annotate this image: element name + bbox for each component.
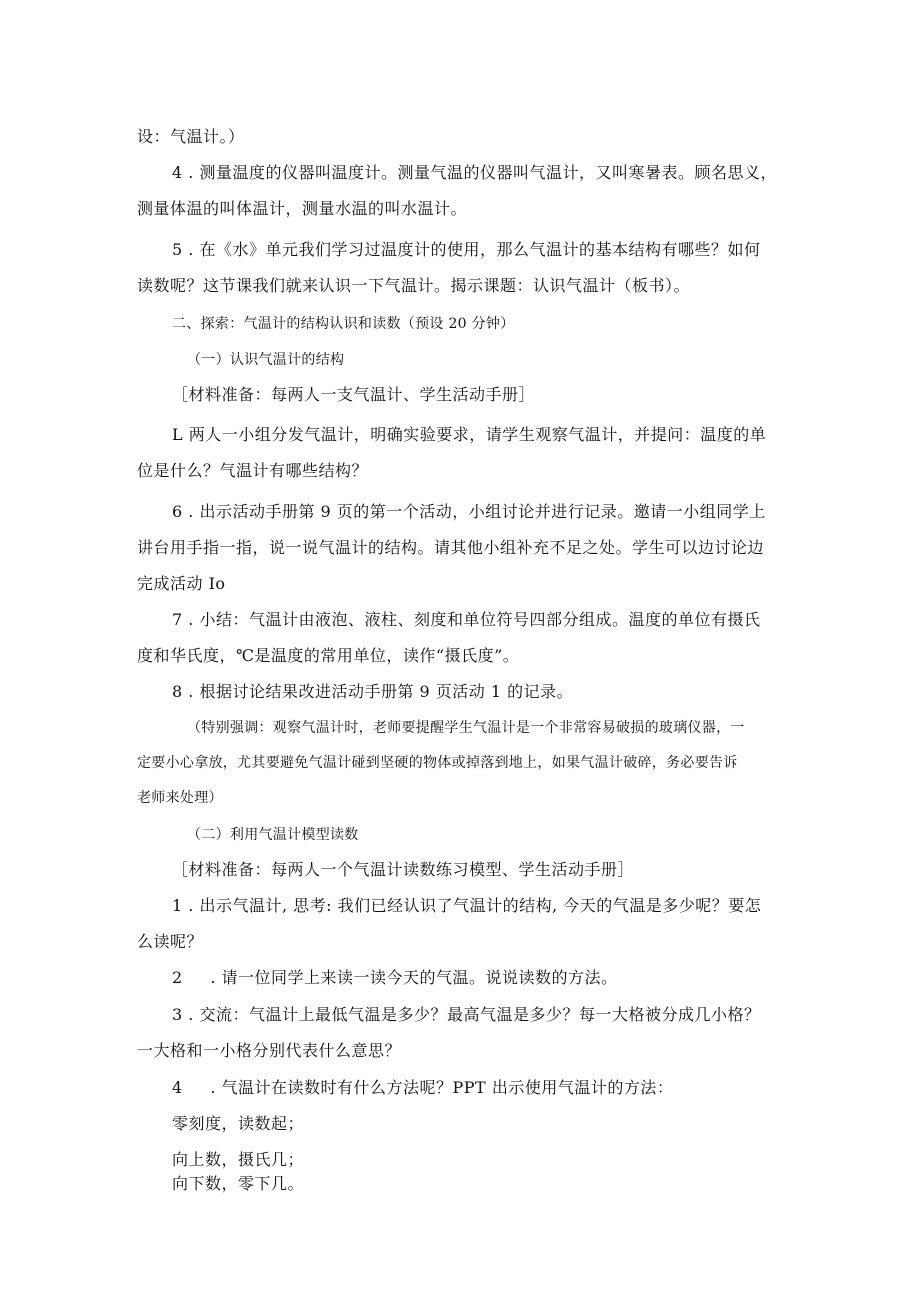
note-line-3: 老师来处理）	[137, 790, 223, 806]
text-line-12: 讲台用手指一指，说一说气温计的结构。请其他小组补充不足之处。学生可以边讨论边	[137, 538, 765, 557]
text-line-25: 3 . 交流：气温计上最低气温是多少？最高气温是多少？每一大格被分成几小格？	[172, 1005, 761, 1024]
text-line-22: 1 . 出示气温计, 思考: 我们已经认识了气温计的结构, 今天的气温是多少呢？要怎	[172, 896, 762, 915]
text-line-14: 7 . 小结：气温计由液泡、液柱、刻度和单位符号四部分组成。温度的单位有摄氏	[172, 610, 761, 629]
text-line-13: 完成活动 Io	[137, 574, 226, 593]
text-line-11: 6 . 出示活动手册第 9 页的第一个活动，小组讨论并进行记录。邀请一小组同学上	[172, 502, 766, 521]
subsection-heading-2: （二）利用气温计模型读数	[187, 827, 359, 843]
text-line-15: 度和华氏度，℃是温度的常用单位，读作“摄氏度”。	[137, 646, 520, 665]
subsection-heading-1: （一）认识气温计的结构	[187, 352, 345, 368]
note-line-2: 定要小心拿放，尤其要避免气温计碰到坚硬的物体或掉落到地上，如果气温计破碎，务必要告诉	[137, 755, 738, 771]
text-line-1: 设：气温计。）	[137, 127, 245, 146]
note-line-1: （特别强调：观察气温计时，老师要提醒学生气温计是一个非常容易破损的玻璃仪器，一	[187, 720, 745, 736]
text-line-16: 8 . 根据讨论结果改进活动手册第 9 页活动 1 的记录。	[172, 682, 574, 701]
text-line-23: 么读呢？	[137, 932, 204, 951]
mnemonic-line-1: 零刻度，读数起；	[172, 1114, 305, 1133]
text-line-5: 读数呢？这节课我们就来认识一下气温计。揭示课题：认识气温计（板书）。	[137, 276, 691, 295]
section-heading-explore: 二、探索：气温计的结构认识和读数（预设 20 分钟）	[172, 316, 515, 332]
mnemonic-line-2: 向上数，摄氏几；	[172, 1150, 305, 1169]
text-line-10: 位是什么？气温计有哪些结构？	[137, 461, 369, 480]
text-line-27: 4 . 气温计在读数时有什么方法呢？PPT 出示使用气温计的方法：	[172, 1078, 674, 1097]
mnemonic-line-3: 向下数，零下几。	[172, 1174, 305, 1193]
text-line-4: 5 . 在《水》单元我们学习过温度计的使用，那么气温计的基本结构有哪些？如何	[172, 240, 761, 259]
text-line-24: 2 . 请一位同学上来读一读今天的气温。说说读数的方法。	[172, 968, 618, 987]
materials-line-2: ［材料准备：每两人一个气温计读数练习模型、学生活动手册］	[172, 860, 635, 879]
materials-line-1: ［材料准备：每两人一支气温计、学生活动手册］	[172, 385, 536, 404]
text-line-9: L 两人一小组分发气温计，明确实验要求，请学生观察气温计，并提问：温度的单	[172, 425, 767, 444]
text-line-3: 测量体温的叫体温计，测量水温的叫水温计。	[137, 199, 468, 218]
text-line-2: 4 . 测量温度的仪器叫温度计。测量气温的仪器叫气温计，又叫寒暑表。顾名思义，	[172, 163, 777, 182]
text-line-26: 一大格和一小格分别代表什么意思？	[137, 1041, 402, 1060]
